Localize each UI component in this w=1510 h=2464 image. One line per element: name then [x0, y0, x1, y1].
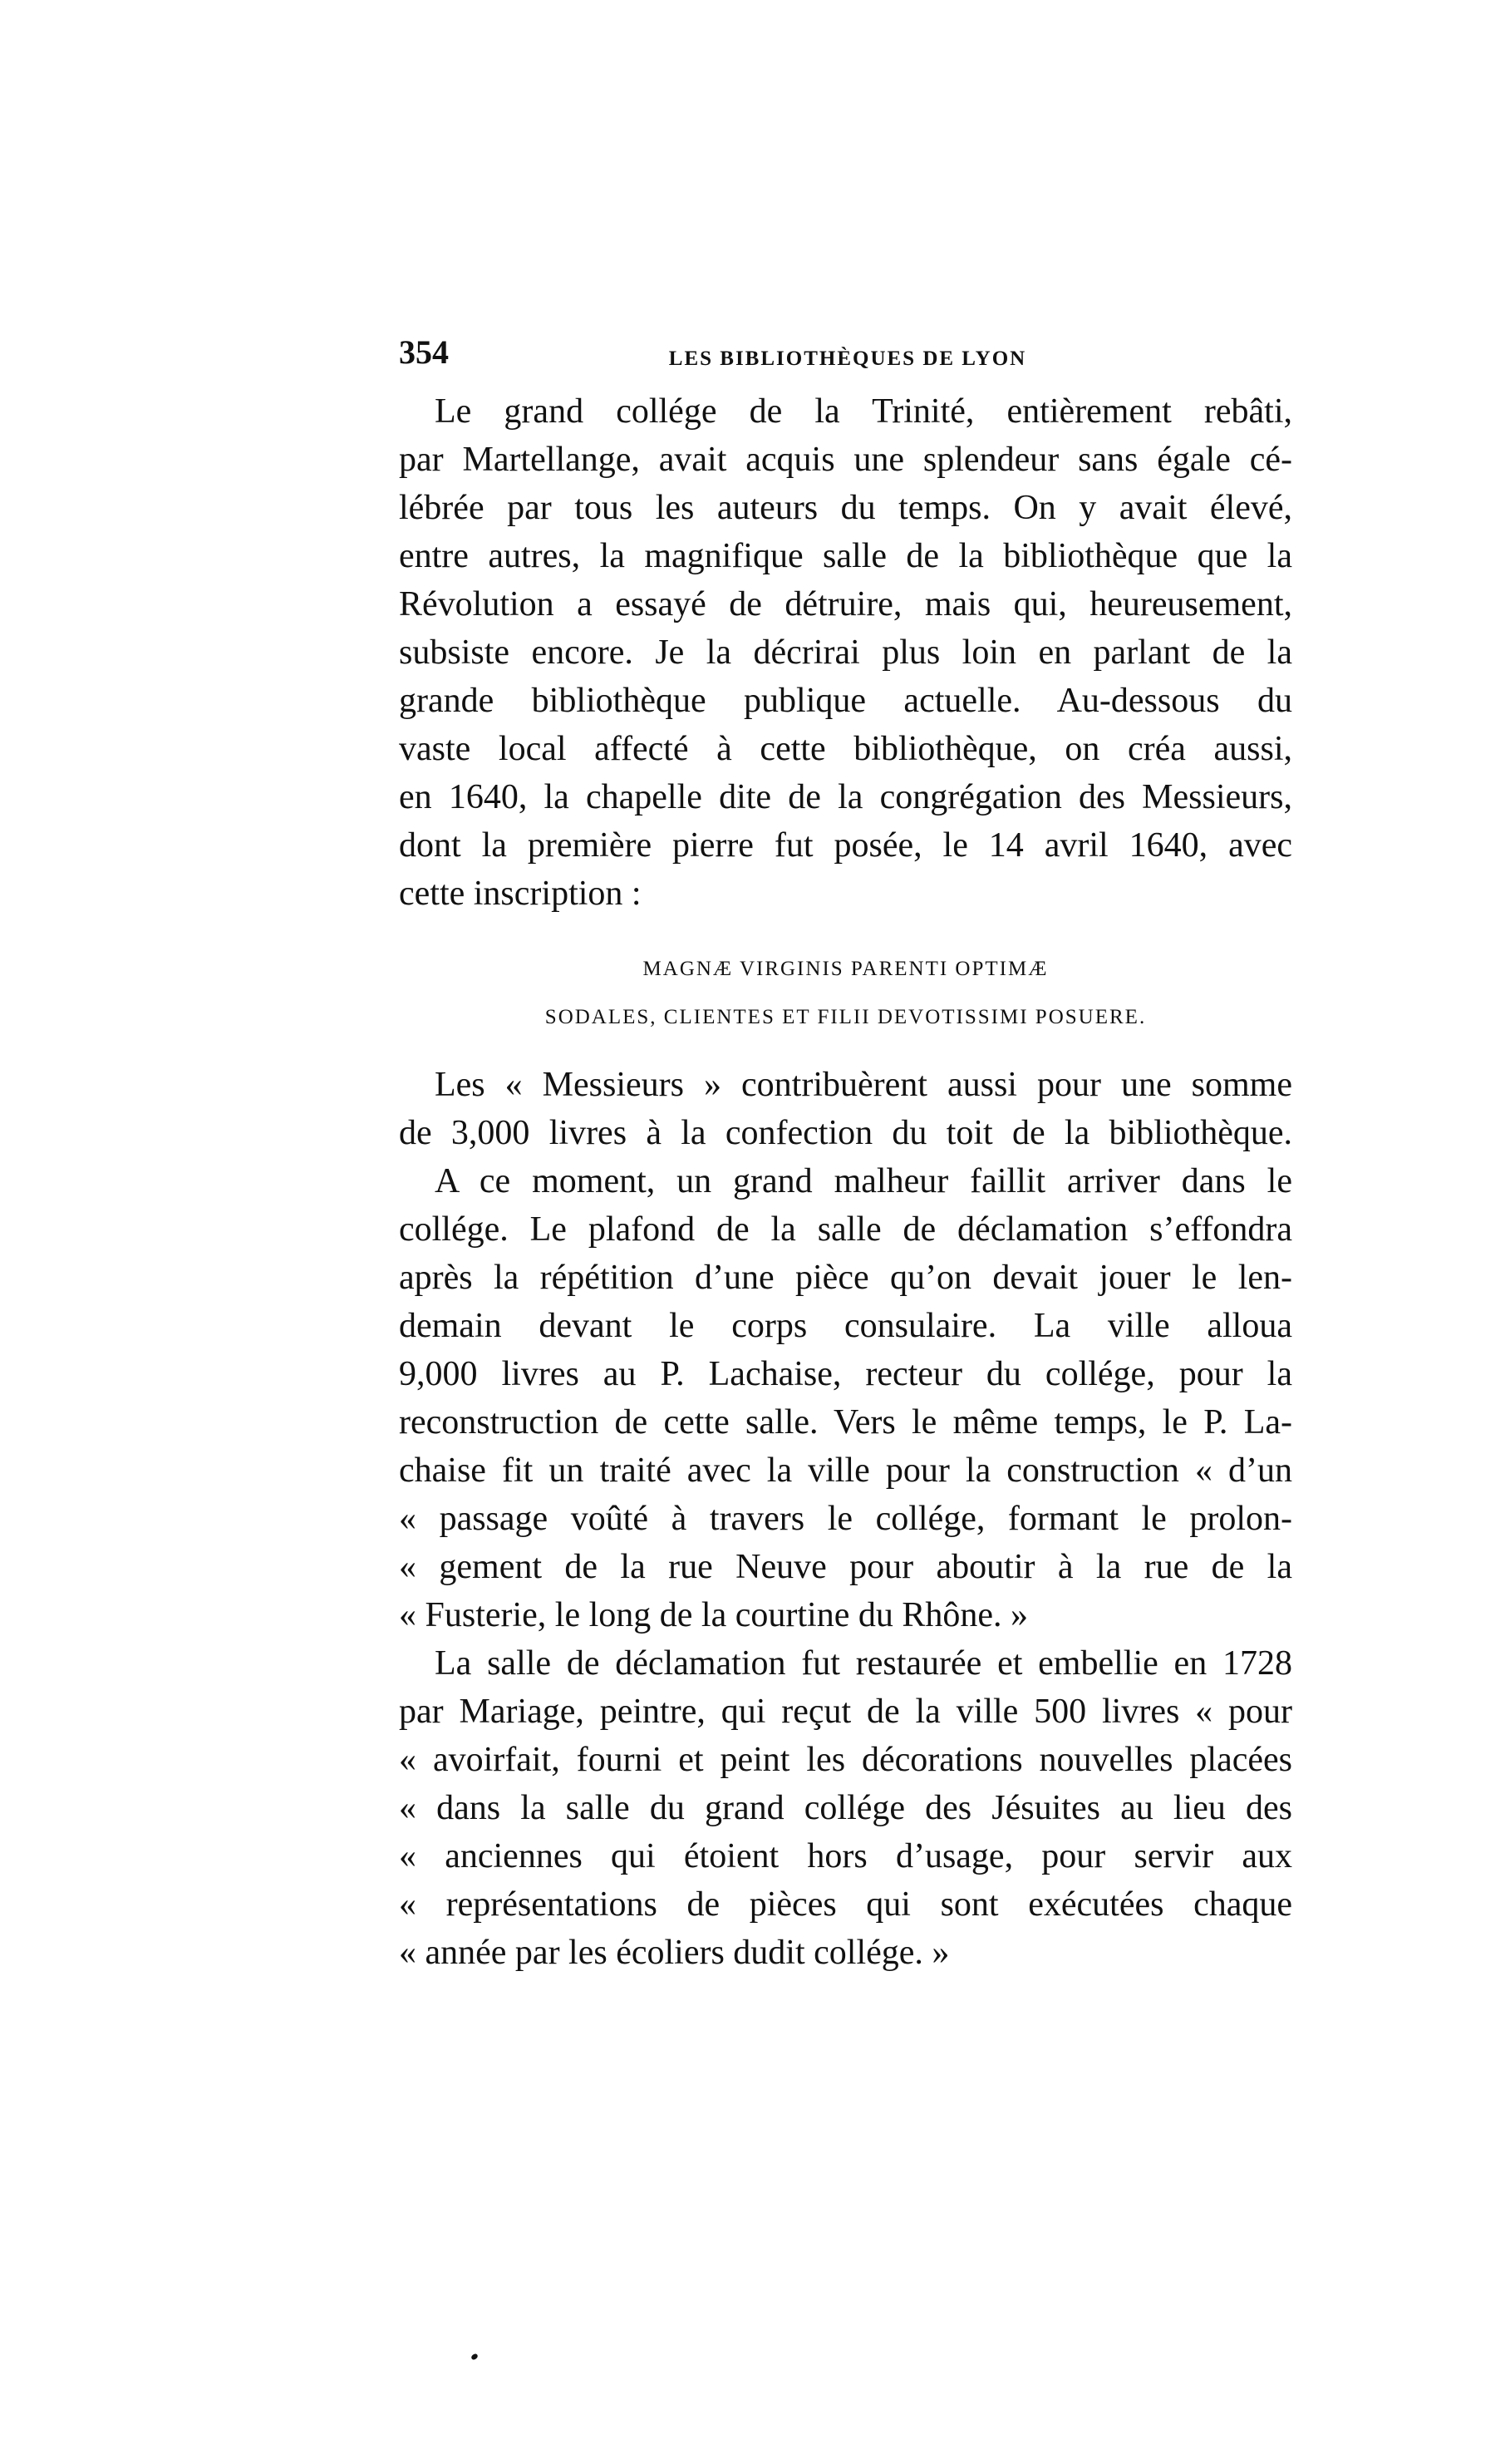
text-line: après la répétition d’une pièce qu’on devait jouer le len- [399, 1259, 1292, 1297]
text-line: demain devant le corps consulaire. La ville alloua [399, 1307, 1292, 1345]
text-line: vaste local affecté à cette bibliothèque, on créa aussi, [399, 730, 1292, 768]
text-line: en 1640, la chapelle dite de la congrégation des Messieurs, [399, 778, 1292, 816]
text-line: cette inscription : [399, 875, 642, 913]
text-line: Le grand collége de la Trinité, entièrement rebâti, [435, 392, 1292, 431]
text-line: par Mariage, peintre, qui reçut de la ville 500 livres « pour [399, 1693, 1292, 1731]
text-line: « avoirfait, fourni et peint les décorations nouvelles placées [399, 1741, 1292, 1779]
text-line: « passage voûté à travers le collége, formant le prolon- [399, 1500, 1292, 1538]
text-line: 9,000 livres au P. Lachaise, recteur du collége, pour la [399, 1355, 1292, 1393]
text-line: subsiste encore. Je la décrirai plus loin en parlant de la [399, 633, 1292, 672]
text-line: A ce moment, un grand malheur faillit arriver dans le [435, 1162, 1292, 1200]
text-line: de 3,000 livres à la confection du toit de la bibliothèque. [399, 1114, 1292, 1152]
inscription-line: MAGNÆ VIRGINIS PARENTI OPTIMÆ [642, 958, 1049, 980]
text-line: collége. Le plafond de la salle de déclamation s’effondra [399, 1210, 1292, 1249]
text-line: « anciennes qui étoient hors d’usage, pour servir aux [399, 1837, 1292, 1875]
text-line: « représentations de pièces qui sont exécutées chaque [399, 1885, 1292, 1924]
text-line: « Fusterie, le long de la courtine du Rhône. » [399, 1596, 1029, 1634]
text-line: lébrée par tous les auteurs du temps. On y avait élevé, [399, 489, 1292, 527]
text-line: dont la première pierre fut posée, le 14 avril 1640, avec [399, 826, 1292, 865]
running-title: LES BIBLIOTHÈQUES DE LYON [668, 347, 1027, 370]
text-line: « année par les écoliers dudit collége. » [399, 1934, 950, 1972]
text-line: par Martellange, avait acquis une splendeur sans égale cé- [399, 441, 1292, 479]
ink-speck [470, 2353, 479, 2360]
inscription-line: SODALES, CLIENTES ET FILII DEVOTISSIMI POSUERE. [544, 1006, 1147, 1028]
text-line: grande bibliothèque publique actuelle. Au-dessous du [399, 682, 1292, 720]
page-number: 354 [399, 333, 449, 371]
text-line: « dans la salle du grand collége des Jésuites au lieu des [399, 1789, 1292, 1827]
text-line: Les « Messieurs » contribuèrent aussi pour une somme [435, 1066, 1292, 1104]
text-line: La salle de déclamation fut restaurée et embellie en 1728 [435, 1644, 1292, 1683]
text-line: Révolution a essayé de détruire, mais qui, heureusement, [399, 585, 1292, 623]
text-line: reconstruction de cette salle. Vers le même temps, le P. La- [399, 1403, 1292, 1441]
text-line: « gement de la rue Neuve pour aboutir à la rue de la [399, 1548, 1292, 1586]
text-line: entre autres, la magnifique salle de la bibliothèque que la [399, 537, 1292, 575]
text-line: chaise fit un traité avec la ville pour la construction « d’un [399, 1451, 1292, 1490]
